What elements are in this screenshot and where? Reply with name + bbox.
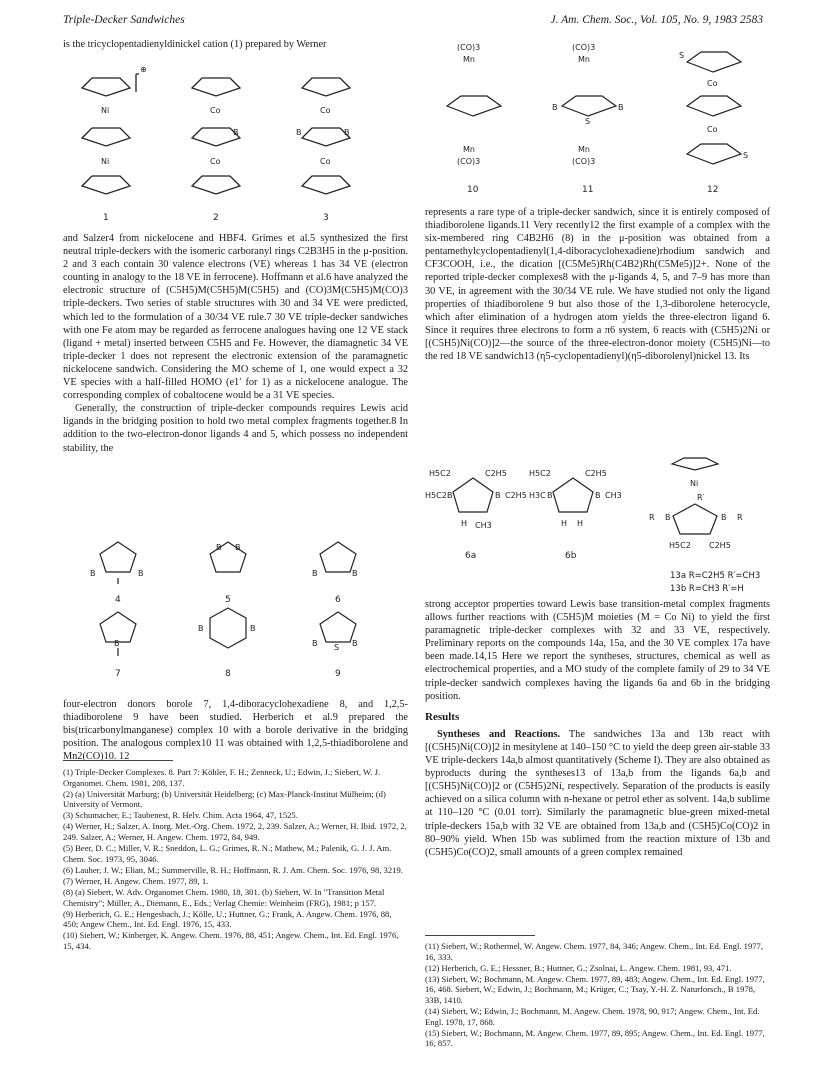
right-body-2: [425, 598, 770, 859]
triple-decker-structures-svg: [70, 58, 400, 228]
compound-number-1: 1: [103, 213, 109, 223]
left-body-1: [63, 232, 408, 455]
ethyl-label-6b-tr: C2H5: [585, 469, 607, 478]
paragraph: represents a rare type of a triple-decker sandwich, since it is entirely composed of thiadiborolene ligands.11 Very recently12 the first example of a complex with the six-membered ring C4B2H6 (8) in the μ-position was obtained from a pentamethylcyclopentadienyl(1,4-diboracyclohexadiene)rhodium sandwich and CF3COOH, i.e., the dication [(C5Me5)Rh(C4B2)Rh(C5Me5)]2+. None of the reported triple-decker complexes8 with the μ-ligands 4, 5, and 7–9 has more than 30 VE, in agreement with the 30/34 VE rule. We have studied not only the ligand properties of thiadiborolene 9 but also those of the 1,3-diborolene heterocycle, which after elimination of a hydrogen atom yields the three-electron ligand 6. Since it requires three electrons to form a π6 system, 6 reacts with (C5H5)2Ni or [(C5H5)Ni(CO)]2—the source of the three-electron-donor moiety (C5H5)Ni—to the red 18 VE sandwich13 (η5-cyclopentadienyl)(η5-diborolenyl)nickel 13. Its: [425, 207, 770, 363]
paragraph: strong acceptor properties toward Lewis base transition-metal complex fragments allows further reactions with (C5H5)M moieties (M = Co Ni) to yield the first paramagnetic triple-decker complexes with 32 and 33 VE, respectively. Preliminary reports on the compounds 14a, 15a, and the 30 VE complex 17a have been made.14,15 Here we report the syntheses, structures, chemical as well as electrochemical properties, and a MO study of the complete family of 29 to 34 VE triple-decker sandwich complexes having the ligands 6a and 6b in the bridging position.: [425, 599, 770, 702]
r-label-13-r: R: [737, 513, 743, 522]
methyl-label-6a: CH3: [475, 521, 492, 530]
paragraph: Generally, the construction of triple-decker compounds requires Lewis acid ligands in the bridging position to hold two metal complex fragments together.8 In addition to the two-electron-donor ligands 4 and 5, which possess no independent stability, the: [63, 403, 408, 454]
ethyl-label-6a-l: H5C2: [425, 491, 447, 500]
compound-number-4: 4: [115, 595, 121, 605]
boron-label-7: B: [114, 639, 120, 648]
run-in-heading: Syntheses and Reactions.: [437, 728, 561, 740]
footnote: (3) Schumacher, E.; Taubenest, R. Helv. Chim. Acta 1964, 47, 1525.: [63, 810, 298, 821]
footnote: (9) Herberich, G. E.; Hengesbach, J.; Kölle, U.; Huttner, G.; Frank, A. Angew. Chem. 1976, 88, 450; Angew Chem., Int. Ed. Engl. 1976, 15, 433.: [63, 908, 392, 930]
r-label-13-l: R: [649, 513, 655, 522]
cobalt-label-12-upper: Co: [707, 79, 718, 88]
footnotes-left: [63, 767, 408, 952]
figure-ligands-4-9: [80, 526, 400, 691]
footnote-rule: [63, 760, 173, 761]
boron-label-5a: B: [216, 543, 222, 552]
sulfur-label-9: S: [334, 643, 340, 652]
footnote: (15) Siebert, W.; Bochmann, M. Angew. Chem. 1977, 89, 895; Angew. Chem., Int. Ed. Engl. 1977, 16, 857.: [425, 1027, 765, 1049]
r-prime-label-13: R′: [697, 493, 705, 502]
paragraph: and Salzer4 from nickelocene and HBF4. Grimes et al.5 synthesized the first neutral triple-deckers with the isomeric carboranyl rings C2B3H5 in the μ-position. 2 and 3 each contain 30 valence electrons (VE) whereas 1 has 34 VE (electron counting in analogy to the 18 VE in ferrocene). Hoffmann et al.6 have analyzed the electronic structure of (C5H5)M(C5H5)M(C5H5) and (CO)3M(C5H5)M(CO)3 triple-deckers. Two series of stable structures with 30 and 34 VE were predicted, which led to the formulation of a 30/34 VE rule.7 30 VE triple-decker sandwiches with one Fe atom may be regarded as ferrocene analogues having one 12 VE stack (ligand + metal) inserted between C5H5 and Fe. However, the diamagnetic 34 VE triple-decker 1 does not represent the electronic extension of the paramagnetic nickelocene sandwich. Considering the MO scheme of 1, one would expect a 32 VE species with a half-filled HOMO (e1′ for 1) as a nickelocene analogue. The corresponding complex of cobaltocene would be a 31 VE species.: [63, 233, 408, 402]
boron-label-6a: B: [312, 569, 318, 578]
boron-label-3b: B: [344, 128, 350, 137]
boron-label-6a-l: B: [447, 491, 453, 500]
cation-charge: ⊕: [140, 65, 147, 74]
boron-label-11b: B: [618, 103, 624, 112]
cobalt-label-12-lower: Co: [707, 125, 718, 134]
compound-number-7: 7: [115, 669, 121, 679]
ligand-structures-svg: [80, 526, 400, 691]
footnote: (10) Siebert, W.; Kinberger, K. Angew. Chem. 1976, 88, 451; Angew. Chem., Int. Ed. Engl. 1976, 15, 434.: [63, 930, 399, 951]
figure-compounds-10-12: [425, 34, 770, 204]
footnote: (5) Beer, D. C.; Miller, V. R.; Sneddon, L. G.; Grimes, R. N.; Mathew, M.; Palenik, G. J. J. Am. Chem. Soc. 1973, 95, 3046.: [63, 843, 392, 864]
right-body-1: [425, 206, 770, 363]
footnotes-right: [425, 941, 770, 1049]
ethyl-label-6a-tl: H5C2: [429, 469, 451, 478]
compound-number-10: 10: [467, 185, 479, 195]
legend-13a: 13a R=C2H5 R′=CH3: [670, 571, 761, 581]
carbonyl-label-10-bottom: (CO)3: [457, 157, 481, 166]
sulfur-label-11: S: [585, 117, 591, 126]
boron-label-2: B: [233, 128, 239, 137]
boron-label-4a: B: [90, 569, 96, 578]
compound-number-6: 6: [335, 595, 341, 605]
compound-number-12: 12: [707, 185, 719, 195]
compound-number-11: 11: [582, 185, 594, 195]
boron-label-11a: B: [552, 103, 558, 112]
manganese-label-11-top: Mn: [578, 55, 590, 64]
compound-number-6a: 6a: [465, 551, 477, 561]
hydrogen-label-6b-b: H: [577, 519, 584, 528]
nickel-label-upper: Ni: [101, 106, 110, 115]
boron-label-6b: B: [352, 569, 358, 578]
journal-citation: J. Am. Chem. Soc., Vol. 105, No. 9, 1983 2583: [550, 14, 763, 26]
footnote: (7) Werner, H. Angew. Chem. 1977, 89, 1.: [63, 875, 209, 886]
footnote-rule: [425, 935, 535, 936]
cobalt-label-2-lower: Co: [210, 157, 221, 166]
carbonyl-label-10-top: (CO)3: [457, 43, 481, 52]
footnote: (8) (a) Siebert, W. Adv. Organomet Chem. 1980, 18, 301. (b) Siebert, W. In "Transition Metal Chemistry"; Müller, A., Diemann, E., Eds.; Verlag Chemie: Weinheim (FRG), 1981; p 157.: [63, 887, 385, 908]
methyl-label-6b-l: H3C: [529, 491, 546, 500]
cobalt-label-3-upper: Co: [320, 106, 331, 115]
footnote: (2) (a) Universität Marburg; (b) Universität Heidelberg; (c) Max-Planck-Institut Mülheim; (d) University of Vermont.: [63, 788, 386, 810]
legend-13b: 13b R=CH3 R′=H: [670, 583, 744, 594]
left-body-2: [63, 698, 408, 763]
compound-number-5: 5: [225, 595, 231, 605]
footnote: (4) Werner, H.; Salzer, A. Inorg. Met.-Org. Chem. 1972, 2, 239. Salzer, A.; Werner, H. Ibid. 1972, 2, 249. Salzer, A.; Werner, H. Angew. Chem. 1972, 84, 949.: [63, 821, 407, 843]
diborolene-structures-svg: [425, 456, 770, 566]
cobalt-label-3-lower: Co: [320, 157, 331, 166]
hydrogen-label-6a: H: [461, 519, 468, 528]
manganese-label-10-top: Mn: [463, 55, 475, 64]
figure-diborolenes: [425, 456, 770, 566]
paragraph: four-electron donors borole 7, 1,4-diboracyclohexadiene 8, and 1,2,5-thiadiborolene 9 have been studied. Herberich et al.9 prepared the bis(tricarbonylmanganese) complex 10 with a borole derivative in the bridging position. The analogous complex10 11 was obtained with 1,2,5-thiadiborolene and Mn2(CO)10. 12: [63, 699, 408, 763]
section-heading-results: Results: [425, 710, 460, 723]
manganese-label-10-bottom: Mn: [463, 145, 475, 154]
boron-label-9b: B: [352, 639, 358, 648]
manganese-complexes-svg: [425, 34, 770, 204]
footnote: (6) Lauher, J. W.; Elian, M.; Summerville, R. H.; Hoffmann, R. J. Am. Chem. Soc. 1976, 98, 3219.: [63, 864, 403, 875]
footnote: (12) Herberich, G. E.; Hessner, B.; Huttner, G.; Zsolnai, L. Angew. Chem. 1981, 93, 471.: [425, 962, 732, 973]
boron-label-13-l: B: [665, 513, 671, 522]
footnote: (14) Siebert, W.; Edwin, J.; Bochmann, M. Angew. Chem. 1978, 90, 917; Angew. Chem., Int. Ed. Engl. 1978, 17, 868.: [425, 1006, 760, 1027]
sulfur-label-12-bottom: S: [743, 151, 749, 160]
boron-label-3a: B: [296, 128, 302, 137]
carbonyl-label-11-bottom: (CO)3: [572, 157, 596, 166]
ethyl-label-6b-tl: H5C2: [529, 469, 551, 478]
boron-label-6b-r: B: [595, 491, 601, 500]
sulfur-label-12-top: S: [679, 51, 685, 60]
compound-number-3: 3: [323, 213, 329, 223]
running-title: Triple-Decker Sandwiches: [63, 14, 185, 26]
ethyl-label-13-r: C2H5: [709, 541, 731, 550]
boron-label-9a: B: [312, 639, 318, 648]
compound-number-2: 2: [213, 213, 219, 223]
paragraph: The sandwiches 13a and 13b react with [(C5H5)Ni(CO)]2 in mesitylene at 140–150 °C to yield the deep green air-stable 33 VE triple-deckers 14a,b almost quantitatively (Scheme I). They are also obtained as byproducts during the syntheses13 of 13a,b from the ligands 6a,b and [(C5H5)Ni(CO)]2 or (C5H5)2Ni, respectively. Separation of the products is easily achieved on a silica column with n-hexane or petrol ether as solvent. 14a,b sublime at 110–120 °C (0.01 torr). Similarly the paramagnetic blue-green mixed-metal triple-deckers 15a,b with 32 VE are obtained from 13a,b and (C5H5)Co(CO)2 in 80–90% yield. When 15b was sublimed from the reaction mixture of 13b and (C5H5)Co(CO)2, small amounts of a green complex remained: [425, 728, 771, 858]
cobalt-label-2-upper: Co: [210, 106, 221, 115]
boron-label-5b: B: [235, 543, 241, 552]
boron-label-8a: B: [198, 624, 204, 633]
hydrogen-label-6b-a: H: [561, 519, 568, 528]
left-intro: [63, 38, 408, 51]
boron-label-6b-l: B: [547, 491, 553, 500]
methyl-label-6b-r: CH3: [605, 491, 622, 500]
boron-label-6a-r: B: [495, 491, 501, 500]
carbonyl-label-11-top: (CO)3: [572, 43, 596, 52]
figure-compounds-1-3: [70, 58, 400, 228]
nickel-label-lower: Ni: [101, 157, 110, 166]
nickel-label-13: Ni: [690, 479, 699, 488]
ethyl-label-13-l: H5C2: [669, 541, 691, 550]
footnote: (11) Siebert, W.; Rothermel, W. Angew. Chem. 1977, 84, 346; Angew. Chem., Int. Ed. Engl. 1977, 16, 333.: [425, 941, 763, 962]
compound-number-6b: 6b: [565, 551, 577, 561]
boron-label-4b: B: [138, 569, 144, 578]
compound-number-9: 9: [335, 669, 341, 679]
compound-number-8: 8: [225, 669, 231, 679]
ethyl-label-6a-tr: C2H5: [485, 469, 507, 478]
boron-label-13-r: B: [721, 513, 727, 522]
compound-13-legend: [670, 570, 780, 595]
intro-line: is the tricyclopentadienyldinickel cation (1) prepared by Werner: [63, 39, 327, 50]
ethyl-label-6a-r: C2H5: [505, 491, 527, 500]
footnote: (1) Triple-Decker Complexes. 8. Part 7: Köhler, F. H.; Zenneck, U.; Edwin, J.; Siebert, W. J. Organomet. Chem. 1981, 208, 137.: [63, 767, 381, 788]
boron-label-8b: B: [250, 624, 256, 633]
footnote: (13) Siebert, W.; Bochmann, M. Angew. Chem. 1977, 89, 483; Angew. Chem., Int. Ed. Engl. 1977, 16, 468. Siebert, W.; Edwin, J.; Bochmann, M.; Krüger, C.; Tsay, Y.-H. Z. Naturforsch., B 1978, 33B, 1410.: [425, 973, 765, 1005]
manganese-label-11-bottom: Mn: [578, 145, 590, 154]
